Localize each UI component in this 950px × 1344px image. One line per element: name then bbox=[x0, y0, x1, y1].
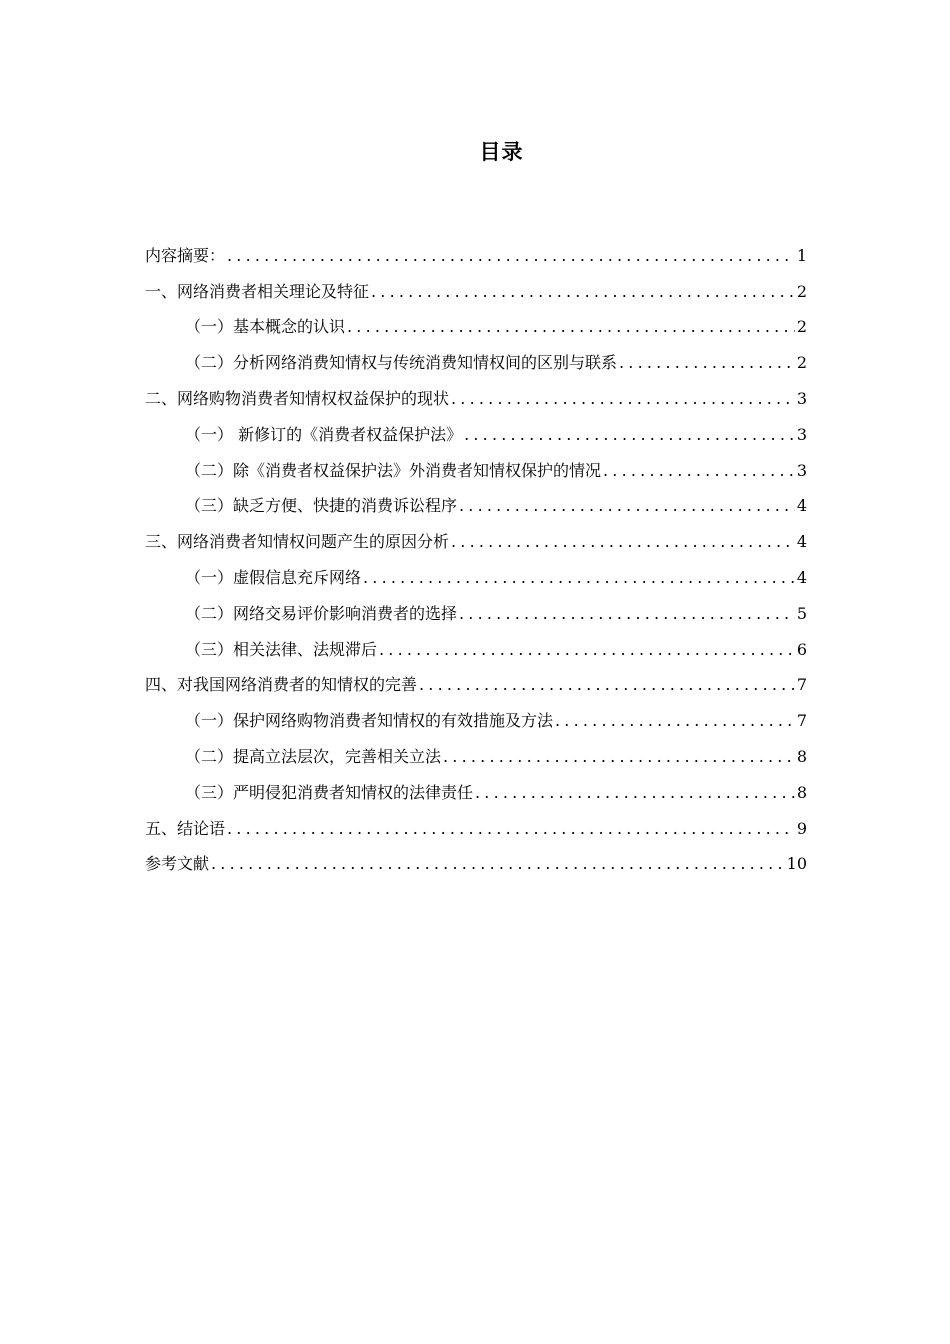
toc-dot-leader bbox=[603, 461, 795, 481]
toc-dot-leader bbox=[451, 389, 795, 409]
toc-page-number: 2 bbox=[796, 281, 807, 301]
toc-dot-leader bbox=[227, 246, 795, 266]
toc-entry-title: 四、对我国网络消费者的知情权的完善 bbox=[145, 675, 418, 695]
toc-entry[interactable] bbox=[145, 811, 807, 847]
toc-page-number: 3 bbox=[796, 389, 807, 409]
toc-entry[interactable] bbox=[145, 847, 807, 883]
toc-entry-title: （三）缺乏方便、快捷的消费诉讼程序 bbox=[185, 496, 458, 516]
toc-page-number: 4 bbox=[796, 532, 807, 552]
toc-entry-title: （三）相关法律、法规滞后 bbox=[185, 639, 378, 659]
toc-dot-leader bbox=[475, 783, 795, 803]
toc-dot-leader bbox=[227, 819, 795, 839]
toc-entry-title: （二）除《消费者权益保护法》外消费者知情权保护的情况 bbox=[185, 460, 602, 480]
toc-page-number: 3 bbox=[796, 460, 807, 480]
toc-entry-title: （一）基本概念的认识 bbox=[185, 317, 346, 337]
toc-page-number: 4 bbox=[796, 568, 807, 588]
toc-entry-title: （二）网络交易评价影响消费者的选择 bbox=[185, 603, 458, 623]
toc-dot-leader bbox=[459, 604, 795, 624]
toc-entry[interactable] bbox=[145, 274, 807, 310]
toc-entry[interactable] bbox=[145, 345, 807, 381]
toc-entry[interactable] bbox=[145, 310, 807, 346]
toc-page-number: 8 bbox=[796, 782, 807, 802]
toc-page-number: 7 bbox=[796, 675, 807, 695]
toc-entry-title: （三）严明侵犯消费者知情权的法律责任 bbox=[185, 782, 474, 802]
toc-entry[interactable] bbox=[145, 739, 807, 775]
toc-entry[interactable] bbox=[145, 668, 807, 704]
toc-entry-title: 一、网络消费者相关理论及特征 bbox=[145, 281, 370, 301]
toc-dot-leader bbox=[555, 711, 795, 731]
toc-entry[interactable] bbox=[145, 381, 807, 417]
toc-entry-title: 内容摘要： bbox=[145, 245, 226, 265]
toc-entry[interactable] bbox=[145, 524, 807, 560]
toc-entry-title: 参考文献 bbox=[145, 854, 210, 874]
toc-dot-leader bbox=[619, 353, 795, 373]
toc-entry[interactable] bbox=[145, 632, 807, 668]
toc-entry[interactable] bbox=[145, 453, 807, 489]
toc-page-number: 2 bbox=[796, 353, 807, 373]
toc-entry[interactable] bbox=[145, 560, 807, 596]
toc-dot-leader bbox=[451, 532, 795, 552]
toc-entry-title: 二、网络购物消费者知情权权益保护的现状 bbox=[145, 389, 450, 409]
toc-entry[interactable] bbox=[145, 703, 807, 739]
toc-page-number: 9 bbox=[796, 818, 807, 838]
toc-page-number: 3 bbox=[796, 424, 807, 444]
toc-entry-title: 三、网络消费者知情权问题产生的原因分析 bbox=[145, 532, 450, 552]
toc-page-number: 2 bbox=[796, 317, 807, 337]
toc-entry-title: （一） 新修订的《消费者权益保护法》 bbox=[185, 424, 463, 444]
toc-page-number: 8 bbox=[796, 747, 807, 767]
toc-page-number: 10 bbox=[786, 854, 807, 874]
toc-page-number: 7 bbox=[796, 711, 807, 731]
toc-dot-leader bbox=[443, 747, 795, 767]
toc-page-number: 6 bbox=[796, 639, 807, 659]
toc-entry[interactable] bbox=[145, 775, 807, 811]
toc-entry[interactable] bbox=[145, 238, 807, 274]
toc-entry-title: （一）保护网络购物消费者知情权的有效措施及方法 bbox=[185, 711, 554, 731]
toc-dot-leader bbox=[419, 675, 795, 695]
toc-entry-title: （二）提高立法层次，完善相关立法 bbox=[185, 747, 442, 767]
toc-entry-title: 五、结论语 bbox=[145, 818, 226, 838]
toc-entry[interactable] bbox=[145, 596, 807, 632]
toc-dot-leader bbox=[379, 640, 795, 660]
toc-dot-leader bbox=[347, 317, 795, 337]
toc-dot-leader bbox=[363, 568, 795, 588]
toc-entry-title: （一）虚假信息充斥网络 bbox=[185, 568, 362, 588]
table-of-contents bbox=[145, 238, 807, 882]
toc-dot-leader bbox=[459, 496, 795, 516]
page-title: 目录 bbox=[479, 140, 524, 164]
toc-page-number: 5 bbox=[796, 603, 807, 623]
toc-entry[interactable] bbox=[145, 489, 807, 525]
toc-entry[interactable] bbox=[145, 417, 807, 453]
toc-dot-leader bbox=[371, 282, 795, 302]
toc-dot-leader bbox=[211, 854, 785, 874]
toc-page-number: 1 bbox=[796, 245, 807, 265]
toc-entry-title: （二）分析网络消费知情权与传统消费知情权间的区别与联系 bbox=[185, 353, 618, 373]
toc-page-number: 4 bbox=[796, 496, 807, 516]
toc-dot-leader bbox=[464, 425, 795, 445]
